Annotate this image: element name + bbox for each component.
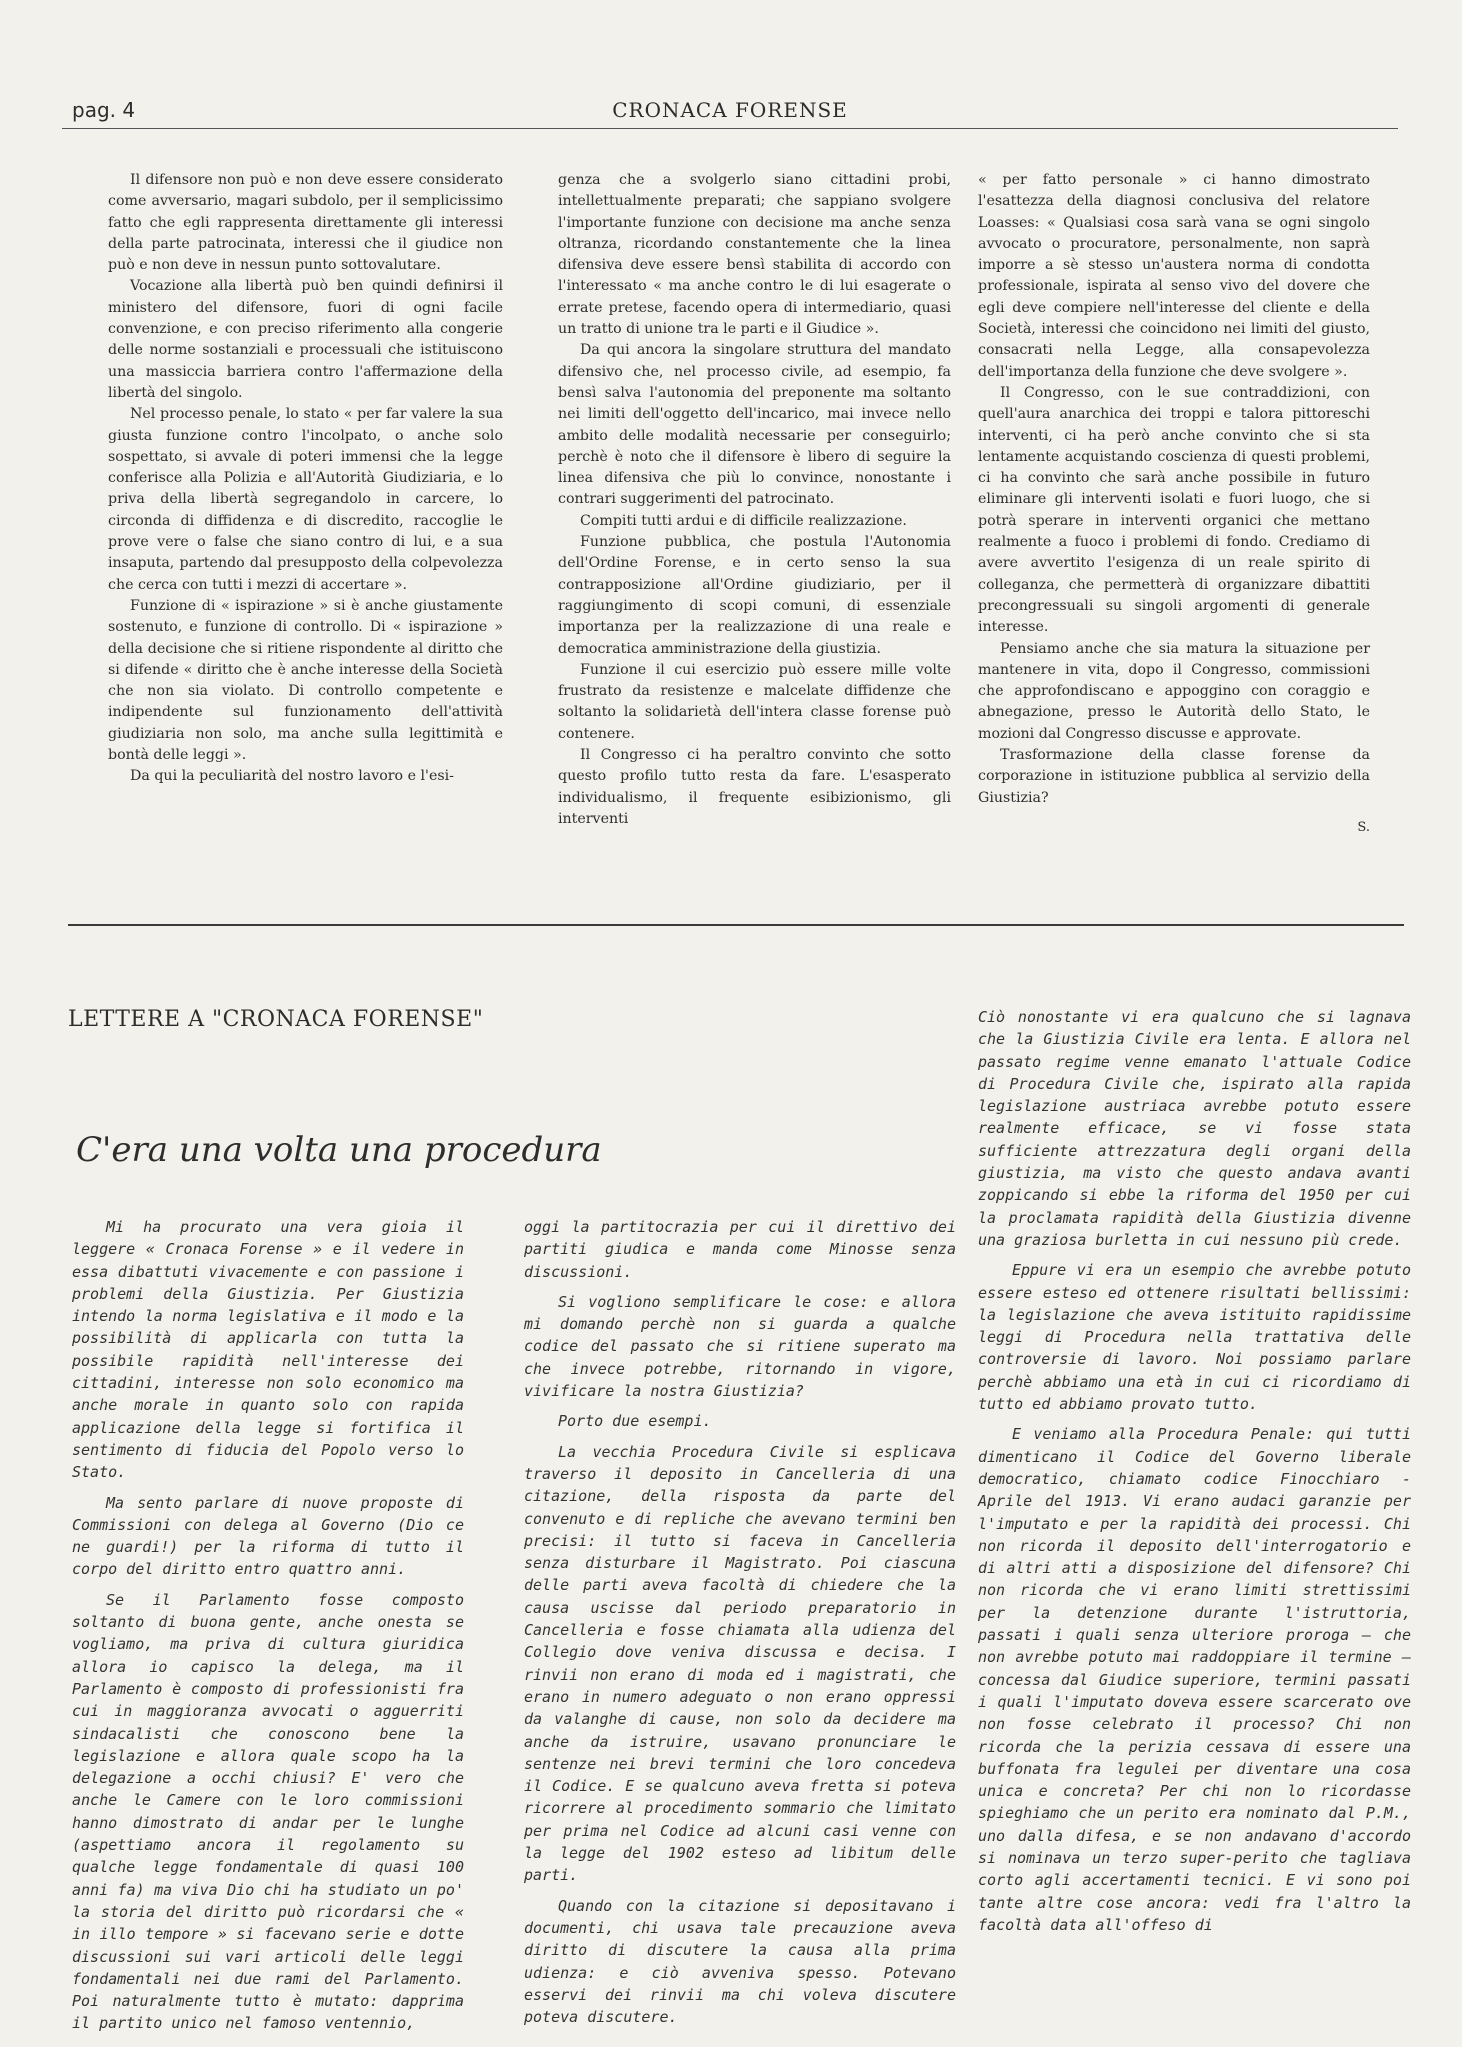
paragraph: E veniamo alla Procedura Penale: qui tutti dimenticano il Codice del Governo liberale democratico, chiamato codice Finocchiaro - Aprile del 1913. Vi erano audaci garanzie per l'imputato e per la rapidità dei processi. Chi non ricorda il deposito dell'interrogatorio e di altri atti a disposizione del difensore? Chi non ricorda che vi erano limiti strettissimi per la detenzione durante l'istruttoria, passati i quali senza ulteriore proroga — che non avrebbe potuto mai raddoppiare il termine — concessa dal Giudice superiore, termini passati i quali l'imputato doveva essere scarcerato ove non fosse celebrato il processo? Chi non ricorda che la perizia cessava di essere una buffonata fra legulei per diventare una cosa unica e concreta? Per chi non lo ricordasse spieghiamo che un perito era nominato dal P.M., uno dalla difesa, e se non andavano d'accordo si nominava un terzo super-perito che tagliava corto agli accertamenti tecnici. E vi sono poi tante altre cose ancora: vedi fra l'altro la facoltà data all'offeso di <box>978 1425 1411 1934</box>
letter-column-2 <box>524 1216 956 2036</box>
paragraph: Mi ha procurato una vera gioia il leggere « Cronaca Forense » e il vedere in essa dibattuti vivacemente e con passione i problemi della Giustizia. Per Giustizia intendo la norma legislativa e il modo e la possibilità di applicarla con tutta la possibile rapidità nell'interesse dei cittadini, interesse non solo economico ma anche morale in quanto solo con rapida applicazione della legge si fortifica il sentimento di fiducia del Popolo verso lo Stato. <box>72 1218 464 1482</box>
section-divider <box>68 924 1404 926</box>
section-title: LETTERE A "CRONACA FORENSE" <box>68 1007 484 1032</box>
article-signature: S. <box>1357 819 1370 835</box>
page-header <box>62 98 1398 129</box>
article-column-3 <box>978 170 1370 838</box>
paragraph: Ciò nonostante vi era qualcuno che si lagnava che la Giustizia Civile era lenta. E allora nel passato regime venne emanato l'attuale Codice di Procedura Civile che, ispirato alla rapida legislazione austriaca avrebbe potuto essere realmente efficace, se vi fosse stata sufficiente attrezzatura degli organi della giustizia, ma visto che questo andava avanti zoppicando si ebbe la riforma del 1950 per cui la proclamata rapidità della Giustizia divenne una graziosa burletta in cui nessuno più crede. <box>978 1008 1411 1249</box>
paragraph: Funzione di « ispirazione » si è anche giustamente sostenuto, e funzione di controllo. Di « ispirazione » della decisione che si ritiene rispondente al diritto che si difende « diritto che è anche interesse della Società che non sia violato. Di controllo competente e indipendente sul funzionamento dell'attività giudiziaria non solo, ma anche sulla legittimità e bontà delle leggi ». <box>108 597 503 764</box>
paragraph: Compiti tutti ardui e di difficile realizzazione. <box>580 512 907 529</box>
paragraph: Funzione pubblica, che postula l'Autonomia dell'Ordine Forense, e in certo senso la sua contrapposizione all'Ordine giudiziario, per il raggiungimento di scopi comuni, di essenziale importanza per la realizzazione di una reale e democratica amministrazione della giustizia. <box>558 534 951 657</box>
paragraph: Da qui ancora la singolare struttura del mandato difensivo che, nel processo civile, ad esempio, fa bensì salva l'autonomia del preponente ma soltanto nei limiti dell'oggetto dell'incarico, mai invece nello ambito delle modalità necessarie per conseguirlo; perchè è noto che il difensore è libero di seguire la linea difensiva che più lo convince, nonostante i contrari suggerimenti del patrocinato. <box>558 342 951 508</box>
letter-headline: C'era una volta una procedura <box>76 1130 602 1170</box>
paragraph: Pensiamo anche che sia matura la situazione per mantenere in vita, dopo il Congresso, commissioni che approfondiscano e appoggino con coraggio e abnegazione, presso le Autorità dello Stato, le mozioni dal Congresso discusse e approvate. <box>978 640 1370 742</box>
paragraph: Trasformazione della classe forense da corporazione in istituzione pubblica al servizio della Giustizia? <box>978 747 1370 806</box>
paragraph: Vocazione alla libertà può ben quindi definirsi il ministero del difensore, fuori di ogni facile convenzione, e con preciso riferimento alla congerie delle norme sostanziali e processuali che istituiscono una massiccia barriera contro l'affermazione della libertà del singolo. <box>108 278 503 401</box>
paragraph: Il Congresso ci ha peraltro convinto che sotto questo profilo tutto resta da fare. L'esasperato individualismo, il frequente esibizionismo, gli interventi <box>558 747 951 827</box>
publication-title: CRONACA FORENSE <box>612 98 848 122</box>
paragraph: Il Congresso, con le sue contraddizioni, con quell'aura anarchica dei troppi e talora pittoreschi interventi, ci ha però anche convinto che si sta lentamente acquistando coscienza di questi problemi, ci ha convinto che sarà anche possibile in futuro eliminare gli interventi isolati e fuori luogo, che si potrà sperare in interventi organici che mettano realmente a fuoco i problemi di fondo. Crediamo di avere avvertito l'esigenza di un reale spirito di colleganza, che permetterà di organizzare dibattiti precongressuali su singoli argomenti di generale interesse. <box>978 384 1370 636</box>
paragraph: genza che a svolgerlo siano cittadini probi, intellettualmente preparati; che sappiano svolgere l'importante funzione con decisione ma anche senza oltranza, ricordando constantemente che la linea difensiva deve essere bensì stabilita di accordo con l'interessato « ma anche contro le di lui esagerate o errate pretese, facendo opera di intermediario, quasi un tratto di unione tra le parti e il Giudice ». <box>558 172 951 338</box>
paragraph: oggi la partitocrazia per cui il direttivo dei partiti giudica e manda come Minosse senza discussioni. <box>524 1218 956 1281</box>
paragraph: « per fatto personale » ci hanno dimostrato l'esattezza della diagnosi conclusiva del relatore Loasses: « Qualsiasi cosa sarà vana se ogni singolo avvocato o procuratore, personalmente, non saprà imporre a sè stesso un'austera norma di condotta professionale, ispirata al senso vivo del dovere che egli deve compiere nell'interesse del cliente e della Società, interessi che coincidono nei limiti del giusto, consacrati nella Legge, alla consapevolezza dell'importanza della funzione che deve svolgere ». <box>978 172 1370 380</box>
letter-column-1 <box>72 1216 464 2043</box>
paragraph: Si vogliono semplificare le cose: e allora mi domando perchè non si guarda a qualche codice del passato che si ritiene superato ma che invece potrebbe, ritornando in vigore, vivificare la nostra Giustizia? <box>524 1292 956 1401</box>
paragraph: La vecchia Procedura Civile si esplicava traverso il deposito in Cancelleria di una citazione, della risposta da parte del convenuto e di repliche che avevano termini ben precisi: il tutto si faceva in Cancelleria senza disturbare il Magistrato. Poi ciascuna delle parti aveva facoltà di chiedere che la causa uscisse dal periodo preparatorio in Cancelleria e fosse chiamata alla udienza del Collegio dove veniva discussa e decisa. I rinvii non erano di moda ed i magistrati, che erano in numero adeguato o non erano oppressi da valanghe di cause, non solo da decidere ma anche da istruire, usavano pronunciare le sentenze nei brevi termini che loro concedeva il Codice. E se qualcuno aveva fretta si poteva ricorrere al procedimento sommario che limitato per prima nel Codice ad alcuni casi venne con la legge del 1902 esteso ad libitum delle parti. <box>524 1442 956 1885</box>
paragraph: Se il Parlamento fosse composto soltanto di buona gente, anche onesta se vogliamo, ma priva di cultura giuridica allora io capisco la delega, ma il Parlamento è composto di professionisti fra cui in maggioranza avvocati o agguerriti sindacalisti che conoscono bene la legislazione e allora quale scopo ha la delegazione a occhi chiusi? E' vero che anche le Camere con le loro commissioni hanno dimostrato di andar per le lunghe (aspettiamo ancora il regolamento su qualche legge fondamentale di quasi 100 anni fa) ma viva Dio chi ha studiato un po' la storia del diritto può ricordarsi che « in illo tempore » si facevano serie e dotte discussioni sui vari articoli delle leggi fondamentali nei due rami del Parlamento. Poi naturalmente tutto è mutato: dapprima il partito unico nel famoso ventennio, <box>72 1590 464 2033</box>
letter-column-3 <box>978 1006 1411 1944</box>
paragraph: Nel processo penale, lo stato « per far valere la sua giusta funzione contro l'incolpato, o anche solo sospettato, si avvale di poteri immensi che la legge conferisce alla Polizia e all'Autorità Giudiziaria, e lo priva della libertà segregandolo in carcere, lo circonda di diffidenza e di discredito, raccoglie le prove vere o false che siano contro di lui, e a sua insaputa, partendo dal presupposto della colpevolezza che cerca con tutti i mezzi di accertare ». <box>108 406 503 593</box>
paragraph: Ma sento parlare di nuove proposte di Commissioni con delega al Governo (Dio ce ne guardi!) per la riforma di tutto il corpo del diritto entro quattro anni. <box>72 1493 464 1579</box>
article-column-1 <box>108 170 503 788</box>
paragraph: Il difensore non può e non deve essere considerato come avversario, magari subdolo, per il semplicissimo fatto che egli rappresenta direttamente gli interessi della parte patrocinata, interessi che il giudice non può e non deve in nessun punto sottovalutare. <box>108 172 503 274</box>
paragraph: Da qui la peculiarità del nostro lavoro e l'esi- <box>130 768 454 785</box>
paragraph: Eppure vi era un esempio che avrebbe potuto essere esteso ed ottenere risultati bellissimi: la legislazione che aveva istituito rapidissime leggi di Procedura nella trattativa delle controversie di lavoro. Noi possiamo parlare perchè abbiamo una età in cui ci ricordiamo di tutto ed abbiamo provato tutto. <box>978 1261 1411 1414</box>
page-number: pag. 4 <box>72 98 136 122</box>
article-column-2 <box>558 170 951 830</box>
paragraph: Funzione il cui esercizio può essere mille volte frustrato da resistenze e malcelate diffidenze che soltanto la solidarietà dell'intera classe forense può contenere. <box>558 661 951 742</box>
paragraph: Quando con la citazione si depositavano i documenti, chi usava tale precauzione aveva diritto di discutere la causa alla prima udienza: e ciò avveniva spesso. Potevano esservi dei rinvii ma chi voleva discutere poteva discutere. <box>524 1896 956 2027</box>
paragraph: Porto due esempi. <box>558 1412 712 1431</box>
